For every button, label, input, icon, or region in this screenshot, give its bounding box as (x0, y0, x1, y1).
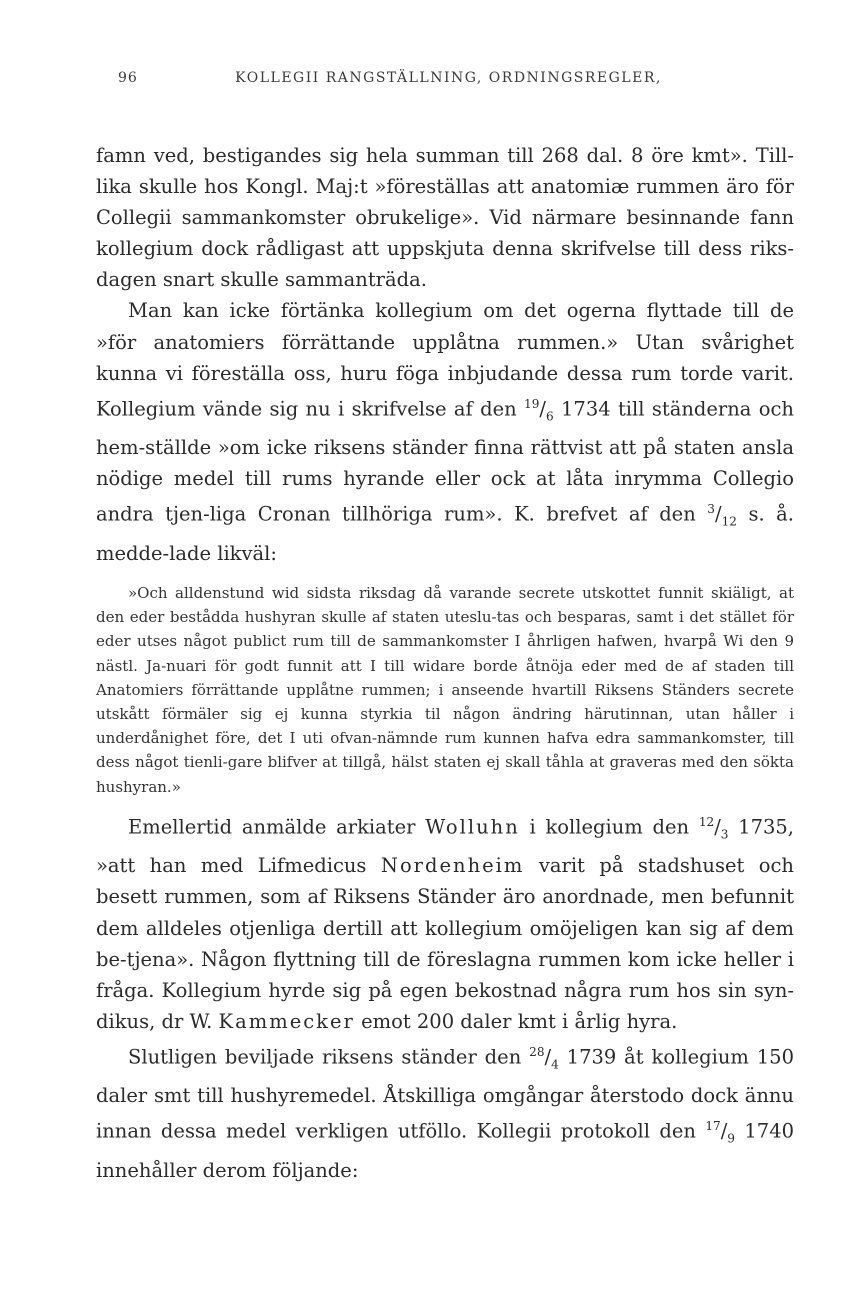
date-fraction-denominator: 4 (551, 1057, 559, 1072)
date-fraction-numerator: 12 (698, 814, 715, 829)
block-quote: »Och alldenstund wid sidsta riksdag då varande secrete utskottet funnit skiäligt, at den eder bestådda hushyran skulle af staten uteslu-tas och besparas, samt i det stället för eder utses något publict rum till de sammankomster I åhrligen hafwen, hvarpå Wi den 9 nästl. Ja-nuari för godt funnit att I till widare borde åtnöja eder med de af staden till Anatomiers förrättande upplåtne rummen; i anseende hvartill Riksens Ständers secrete utskått förmäler sig ej kunna styrkia til någon ändring härutinnan, utan håller i underdånighet före, det I uti ofvan-nämnde rum kunnen hafva edra sammankomster, till dess något tienli-gare blifver at tillgå, hälst staten ej skall tåhla at graveras med den sökta hushyran.» (96, 584, 794, 796)
date-fraction-denominator: 12 (721, 514, 737, 529)
page-header (118, 70, 749, 92)
date-fraction-numerator: 3 (707, 502, 715, 517)
person-name: Kammecker (218, 1009, 355, 1033)
date-fraction-numerator: 28 (529, 1044, 545, 1059)
page-body (96, 140, 794, 1186)
date-fraction-numerator: 17 (705, 1119, 721, 1134)
date-fraction-numerator: 19 (524, 396, 540, 411)
paragraph-2: Man kan icke förtänka kollegium om det ogerna flyttade till de »för anatomiers förrättande upplåtna rummen.» Utan svårighet kunna vi föreställa oss, huru föga inbjudande dessa rum torde varit. Kollegium vände sig nu i skrifvelse af den $^{19}/_6$ 1734 till ständerna och hem-ställde »om icke riksens ständer finna rättvist att på staten ansla nödige medel till rums hyrande eller ock at låta inrymma Collegio andra tjen-liga Cronan tillhöriga rum». K. brefvet af den $^3/_{12}$ s. å. medde-lade likväl: (96, 299, 794, 565)
paragraph-1: famn ved, bestigandes sig hela summan till 268 dal. 8 öre kmt». Till-lika skulle hos Kongl. Maj:t »föreställas att anatomiæ rummen äro för Collegii sammankomster obrukelige». Vid närmare besinnande fann kollegium dock rådligast att uppskjuta denna skrifvelse till dess riks-dagen snart skulle sammanträda. (96, 144, 794, 292)
paragraph-4: Slutligen beviljade riksens ständer den $^{28}/_4$ 1739 åt kollegium 150 daler smt till hushyremedel. Åtskilliga omgångar återstodo dock ännu innan dessa medel verkligen utföllo. Kollegii protokoll den $^{17}/_9$ 1740 innehåller derom följande: (96, 1044, 795, 1182)
page-number: 96 (118, 70, 138, 86)
paragraph-3: Emellertid anmälde arkiater Wolluhn i kollegium den $^{12}/_3$ 1735, »att han med Lifmedicus Nordenheim varit på stadshuset och besett rummen, som af Riksens Ständer äro anordnade, men befunnit dem alldeles otjenliga dertill att kollegium omöjeligen kan sig af dem be-tjena». Någon flyttning till de föreslagna rummen kom icke heller i fråga. Kollegium hyrde sig på egen bekostnad några rum hos sin syn-dikus, dr W. Kammecker emot 200 daler kmt i årlig hyra. (96, 814, 794, 1033)
date-fraction-denominator: 6 (545, 409, 554, 424)
date-fraction-denominator: 9 (727, 1131, 735, 1146)
person-name: Nordenheim (380, 854, 525, 878)
running-title: KOLLEGII RANGSTÄLLNING, ORDNINGSREGLER, (235, 70, 662, 86)
person-name: Wolluhn (425, 815, 520, 839)
date-fraction-denominator: 3 (720, 827, 729, 842)
